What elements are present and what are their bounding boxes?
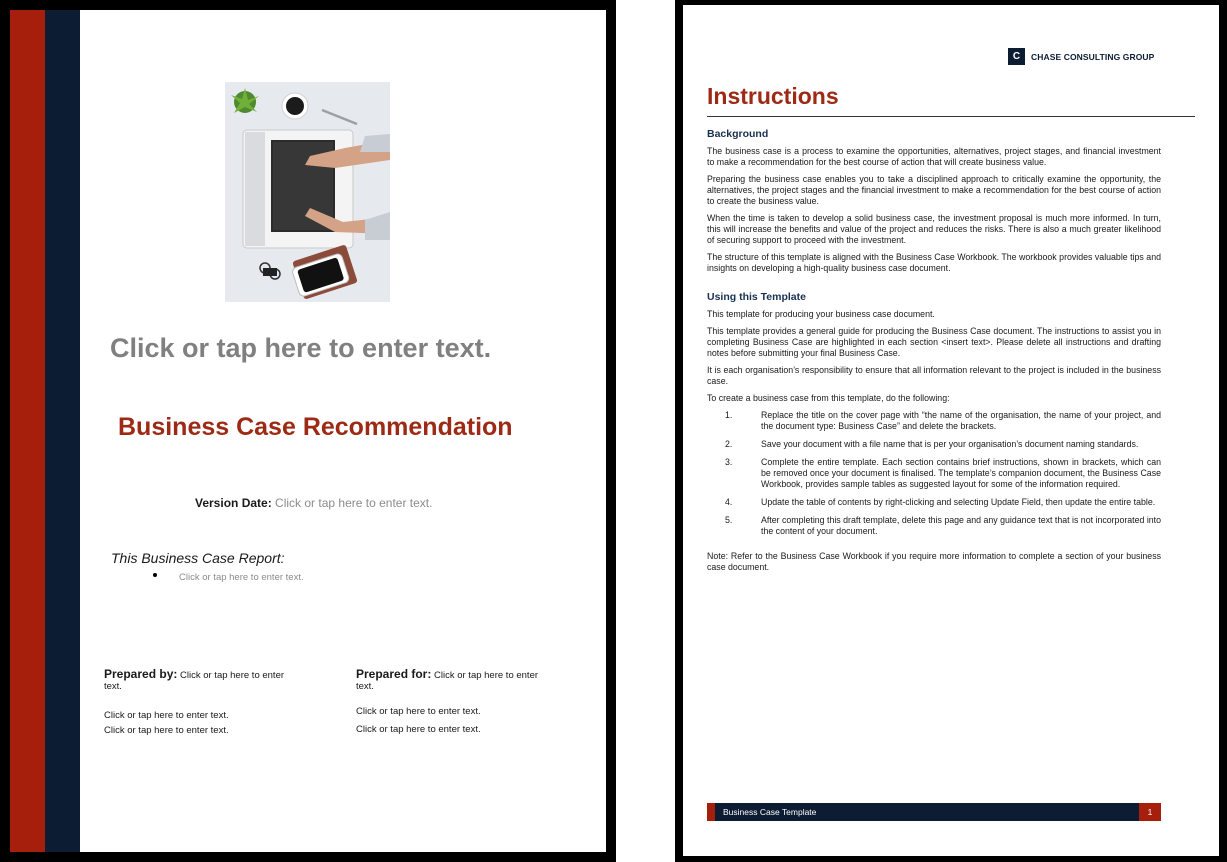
step-number: 3.: [725, 457, 733, 467]
instructions-page: [683, 5, 1219, 856]
company-logo: [1008, 48, 1154, 65]
list-item: [707, 497, 1161, 508]
report-bullet-field[interactable]: Click or tap here to enter text.: [179, 572, 304, 583]
footer-page-number: 1: [1139, 803, 1161, 821]
step-text: Save your document with a file name that is per your organisation’s document naming standards.: [761, 439, 1139, 449]
step-number: 1.: [725, 410, 733, 420]
using-template-heading: Using this Template: [707, 291, 806, 303]
step-text: Update the table of contents by right-clicking and selecting Update Field, then update the entire table.: [761, 497, 1156, 507]
list-item: [707, 515, 1161, 537]
instructions-content: [707, 129, 1161, 579]
version-date-field[interactable]: Click or tap here to enter text.: [275, 496, 433, 510]
page-footer: [707, 803, 1161, 821]
coffee-cup-icon: [282, 93, 308, 119]
prepared-by-label: Prepared by:: [104, 667, 178, 681]
cover-red-stripe: [10, 10, 45, 852]
prepared-by-field[interactable]: Click or tap here to enter text.: [104, 670, 285, 692]
version-date-label: Version Date:: [195, 496, 272, 510]
page-title: Instructions: [707, 83, 839, 109]
using-paragraph: It is each organisation’s responsibility to ensure that all information relevant to the project is included in the business case.: [707, 365, 1161, 386]
bullet-dot-icon: [153, 573, 157, 577]
workbook-note: Note: Refer to the Business Case Workbook if you require more information to complete a section of your business case document.: [707, 551, 1161, 572]
step-text: After completing this draft template, delete this page and any guidance text that is not incorporated into the content of your document.: [761, 515, 1162, 536]
background-paragraph: The structure of this template is aligned with the Business Case Workbook. The workbook provides valuable tips and insights on developing a high-quality business case document.: [707, 252, 1161, 273]
prepared-for-field[interactable]: Click or tap here to enter text.: [356, 670, 539, 692]
step-text: Replace the title on the cover page with “the name of the organisation, the name of your project, and the document type: Business Case” and delete the brackets.: [761, 410, 1161, 431]
prepared-for-label: Prepared for:: [356, 667, 432, 681]
cover-page: [10, 10, 606, 852]
prepared-for-line2[interactable]: Click or tap here to enter text.: [356, 724, 481, 735]
cover-subtitle: Business Case Recommendation: [118, 413, 513, 441]
prepared-for-block: [356, 669, 556, 692]
using-paragraph: To create a business case from this template, do the following:: [707, 393, 950, 403]
using-paragraph: This template for producing your business case document.: [707, 309, 935, 319]
step-number: 2.: [725, 439, 733, 449]
prepared-by-block: [104, 669, 304, 692]
background-paragraph: The business case is a process to examine the opportunities, alternatives, project stages, and financial investment to make a recommendation for the best course of action that will create business value.: [707, 146, 1161, 167]
steps-list: [707, 410, 1161, 537]
version-date-line: [195, 496, 432, 510]
background-heading: Background: [707, 128, 769, 140]
background-paragraph: When the time is taken to develop a solid business case, the investment proposal is much more informed. In turn, this will increase the benefits and value of the project and reduces the risks. There is also a much greater likelihood of securing support to proceed with the investment.: [707, 213, 1161, 245]
logo-text: CHASE CONSULTING GROUP: [1031, 51, 1155, 62]
footer-red-accent: [707, 803, 715, 821]
prepared-by-line2[interactable]: Click or tap here to enter text.: [104, 725, 229, 736]
prepared-by-line1[interactable]: Click or tap here to enter text.: [104, 710, 229, 721]
prepared-for-line1[interactable]: Click or tap here to enter text.: [356, 706, 481, 717]
logo-mark-icon: C: [1008, 48, 1025, 65]
cover-photo-laptop-desk: [225, 82, 390, 302]
title-divider: [707, 116, 1195, 117]
list-item: [707, 439, 1161, 450]
step-text: Complete the entire template. Each section contains brief instructions, shown in brackets, which can be removed once your document is finalised. The template’s companion document, the Business Case Workbook, provides sample tables as suggested layout for some of the information required.: [761, 457, 1161, 489]
report-bullet-item: [153, 572, 304, 583]
step-number: 5.: [725, 515, 733, 525]
using-paragraph: This template provides a general guide for producing the Business Case document. The instructions to assist you in completing Business Case are highlighted in each section <insert text>. Please delete all instructions and drafting notes before submitting your final Business Case.: [707, 326, 1161, 358]
list-item: [707, 410, 1161, 432]
report-heading: This Business Case Report:: [111, 550, 285, 566]
step-number: 4.: [725, 497, 733, 507]
list-item: [707, 457, 1161, 490]
cover-title-placeholder[interactable]: Click or tap here to enter text.: [110, 333, 492, 363]
footer-label: Business Case Template: [723, 807, 817, 817]
background-paragraph: Preparing the business case enables you to take a disciplined approach to critically examine the opportunity, the alternatives, the project stages and the financial investment to make a recommendation for the best course of action to create the business value.: [707, 174, 1161, 206]
cover-navy-stripe: [45, 10, 80, 852]
